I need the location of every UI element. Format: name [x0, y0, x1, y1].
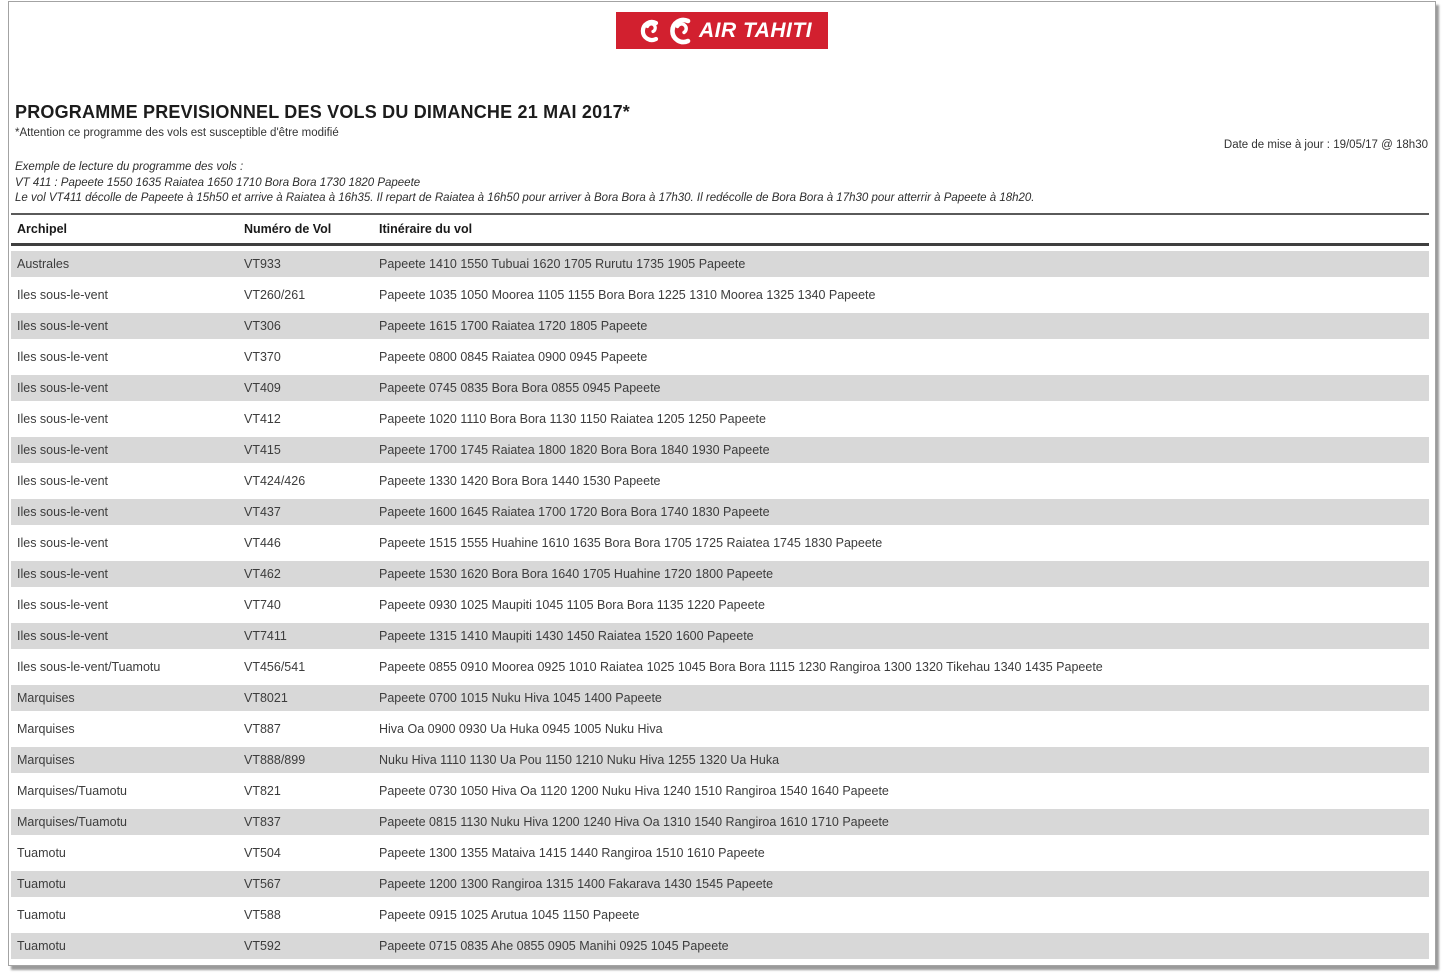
example-block: [15, 160, 1425, 207]
table-body: [11, 251, 1429, 959]
table-header-row: [11, 213, 1429, 246]
table-row: [11, 654, 1429, 680]
table-row: [11, 499, 1429, 525]
table-row: [11, 468, 1429, 494]
cell-numero-de-vol: VT8021: [244, 691, 288, 705]
cell-archipel: Iles sous-le-vent: [17, 567, 109, 581]
cell-numero-de-vol: VT409: [244, 381, 281, 395]
table-row: [11, 313, 1429, 339]
cell-archipel: Iles sous-le-vent: [17, 288, 109, 302]
cell-numero-de-vol: VT888/899: [244, 753, 306, 767]
cell-numero-de-vol: VT933: [244, 257, 281, 271]
cell-archipel: Tuamotu: [17, 908, 66, 922]
cell-archipel: Iles sous-le-vent: [17, 381, 109, 395]
cell-archipel: Iles sous-le-vent: [17, 536, 109, 550]
cell-itineraire: Papeete 0930 1025 Maupiti 1045 1105 Bora Bora 1135 1220 Papeete: [379, 598, 765, 612]
table-row: [11, 840, 1429, 866]
cell-archipel: Iles sous-le-vent: [17, 474, 109, 488]
air-tahiti-logo: [616, 12, 828, 49]
cell-numero-de-vol: VT456/541: [244, 660, 306, 674]
cell-numero-de-vol: VT446: [244, 536, 281, 550]
table-row: [11, 623, 1429, 649]
example-line-1: Exemple de lecture du programme des vols :: [15, 161, 244, 173]
airtahiti-swirl-icon: [632, 17, 694, 45]
cell-itineraire: Papeete 1700 1745 Raiatea 1800 1820 Bora Bora 1840 1930 Papeete: [379, 443, 770, 457]
table-row: [11, 933, 1429, 959]
cell-itineraire: Papeete 1020 1110 Bora Bora 1130 1150 Raiatea 1205 1250 Papeete: [379, 412, 766, 426]
cell-archipel: Iles sous-le-vent: [17, 350, 109, 364]
cell-itineraire: Hiva Oa 0900 0930 Ua Huka 0945 1005 Nuku Hiva: [379, 722, 663, 736]
table-row: [11, 344, 1429, 370]
table-row: [11, 406, 1429, 432]
cell-itineraire: Papeete 1300 1355 Mataiva 1415 1440 Rangiroa 1510 1610 Papeete: [379, 846, 765, 860]
cell-numero-de-vol: VT588: [244, 908, 281, 922]
cell-numero-de-vol: VT837: [244, 815, 281, 829]
cell-numero-de-vol: VT567: [244, 877, 281, 891]
cell-itineraire: Papeete 1200 1300 Rangiroa 1315 1400 Fakarava 1430 1545 Papeete: [379, 877, 774, 891]
cell-archipel: Marquises/Tuamotu: [17, 784, 127, 798]
flights-table: [11, 213, 1429, 959]
cell-itineraire: Papeete 0745 0835 Bora Bora 0855 0945 Papeete: [379, 381, 661, 395]
cell-itineraire: Nuku Hiva 1110 1130 Ua Pou 1150 1210 Nuku Hiva 1255 1320 Ua Huka: [379, 753, 780, 767]
cell-itineraire: Papeete 0730 1050 Hiva Oa 1120 1200 Nuku Hiva 1240 1510 Rangiroa 1540 1640 Papeete: [379, 784, 889, 798]
cell-itineraire: Papeete 0855 0910 Moorea 0925 1010 Raiatea 1025 1045 Bora Bora 1115 1230 Rangiroa 1300 1320 Tikehau 1340 1435 Papeete: [379, 660, 1103, 674]
table-row: [11, 747, 1429, 773]
logo-container: [9, 12, 1435, 49]
cell-archipel: Marquises/Tuamotu: [17, 815, 127, 829]
cell-numero-de-vol: VT821: [244, 784, 281, 798]
table-row: [11, 871, 1429, 897]
cell-itineraire: Papeete 1410 1550 Tubuai 1620 1705 Rurutu 1735 1905 Papeete: [379, 257, 746, 271]
cell-archipel: Iles sous-le-vent: [17, 412, 109, 426]
table-row: [11, 251, 1429, 277]
cell-itineraire: Papeete 0915 1025 Arutua 1045 1150 Papeete: [379, 908, 640, 922]
cell-itineraire: Papeete 0700 1015 Nuku Hiva 1045 1400 Papeete: [379, 691, 662, 705]
cell-numero-de-vol: VT7411: [244, 629, 287, 643]
cell-numero-de-vol: VT887: [244, 722, 281, 736]
cell-archipel: Marquises: [17, 753, 75, 767]
table-row: [11, 282, 1429, 308]
example-line-2: VT 411 : Papeete 1550 1635 Raiatea 1650 1710 Bora Bora 1730 1820 Papeete: [15, 176, 421, 189]
column-header-numero-de-vol: Numéro de Vol: [244, 222, 332, 236]
cell-archipel: Iles sous-le-vent: [17, 443, 109, 457]
table-row: [11, 716, 1429, 742]
column-header-archipel: Archipel: [17, 222, 68, 236]
cell-itineraire: Papeete 1315 1410 Maupiti 1430 1450 Raiatea 1520 1600 Papeete: [379, 629, 754, 643]
cell-archipel: Marquises: [17, 691, 75, 705]
cell-itineraire: Papeete 0715 0835 Ahe 0855 0905 Manihi 0925 1045 Papeete: [379, 939, 729, 953]
table-row: [11, 809, 1429, 835]
cell-itineraire: Papeete 0815 1130 Nuku Hiva 1200 1240 Hiva Oa 1310 1540 Rangiroa 1610 1710 Papeete: [379, 815, 889, 829]
cell-archipel: Iles sous-le-vent: [17, 598, 109, 612]
cell-numero-de-vol: VT740: [244, 598, 281, 612]
cell-archipel: Iles sous-le-vent: [17, 319, 109, 333]
cell-archipel: Iles sous-le-vent: [17, 629, 109, 643]
cell-numero-de-vol: VT370: [244, 350, 281, 364]
cell-numero-de-vol: VT412: [244, 412, 281, 426]
cell-numero-de-vol: VT592: [244, 939, 281, 953]
cell-archipel: Iles sous-le-vent/Tuamotu: [17, 660, 161, 674]
cell-numero-de-vol: VT424/426: [244, 474, 306, 488]
table-row: [11, 592, 1429, 618]
column-header-itineraire: Itinéraire du vol: [379, 222, 473, 236]
table-row: [11, 437, 1429, 463]
table-row: [11, 685, 1429, 711]
table-row: [11, 375, 1429, 401]
cell-itineraire: Papeete 1035 1050 Moorea 1105 1155 Bora Bora 1225 1310 Moorea 1325 1340 Papeete: [379, 288, 876, 302]
update-date: Date de mise à jour : 19/05/17 @ 18h30: [1223, 139, 1428, 151]
cell-itineraire: Papeete 0800 0845 Raiatea 0900 0945 Papeete: [379, 350, 648, 364]
cell-itineraire: Papeete 1615 1700 Raiatea 1720 1805 Papeete: [379, 319, 648, 333]
cell-itineraire: Papeete 1530 1620 Bora Bora 1640 1705 Huahine 1720 1800 Papeete: [379, 567, 774, 581]
page-title: PROGRAMME PREVISIONNEL DES VOLS DU DIMANCHE 21 MAI 2017*: [15, 102, 630, 122]
cell-archipel: Tuamotu: [17, 877, 66, 891]
cell-archipel: Tuamotu: [17, 846, 66, 860]
cell-numero-de-vol: VT306: [244, 319, 281, 333]
cell-numero-de-vol: VT504: [244, 846, 281, 860]
cell-itineraire: Papeete 1330 1420 Bora Bora 1440 1530 Papeete: [379, 474, 661, 488]
page-subtitle: *Attention ce programme des vols est susceptible d'être modifié: [15, 127, 339, 139]
cell-archipel: Iles sous-le-vent: [17, 505, 109, 519]
table-row: [11, 902, 1429, 928]
table-row: [11, 778, 1429, 804]
cell-numero-de-vol: VT437: [244, 505, 281, 519]
document-page: [8, 1, 1436, 966]
cell-archipel: Australes: [17, 257, 70, 271]
cell-itineraire: Papeete 1515 1555 Huahine 1610 1635 Bora Bora 1705 1725 Raiatea 1745 1830 Papeete: [379, 536, 883, 550]
example-line-3: Le vol VT411 décolle de Papeete à 15h50 et arrive à Raiatea à 16h35. Il repart de Raiatea à 16h50 pour arriver à Bora Bora à 17h30. Il redécolle de Bora Bora à 17h30 pour atterrir à Papeete à 18h20.: [15, 192, 1035, 204]
cell-archipel: Marquises: [17, 722, 75, 736]
cell-numero-de-vol: VT260/261: [244, 288, 306, 302]
cell-numero-de-vol: VT415: [244, 443, 281, 457]
cell-itineraire: Papeete 1600 1645 Raiatea 1700 1720 Bora Bora 1740 1830 Papeete: [379, 505, 770, 519]
cell-numero-de-vol: VT462: [244, 567, 281, 581]
brand-name: AIR TAHITI: [698, 18, 813, 42]
cell-archipel: Tuamotu: [17, 939, 66, 953]
table-row: [11, 561, 1429, 587]
table-row: [11, 530, 1429, 556]
